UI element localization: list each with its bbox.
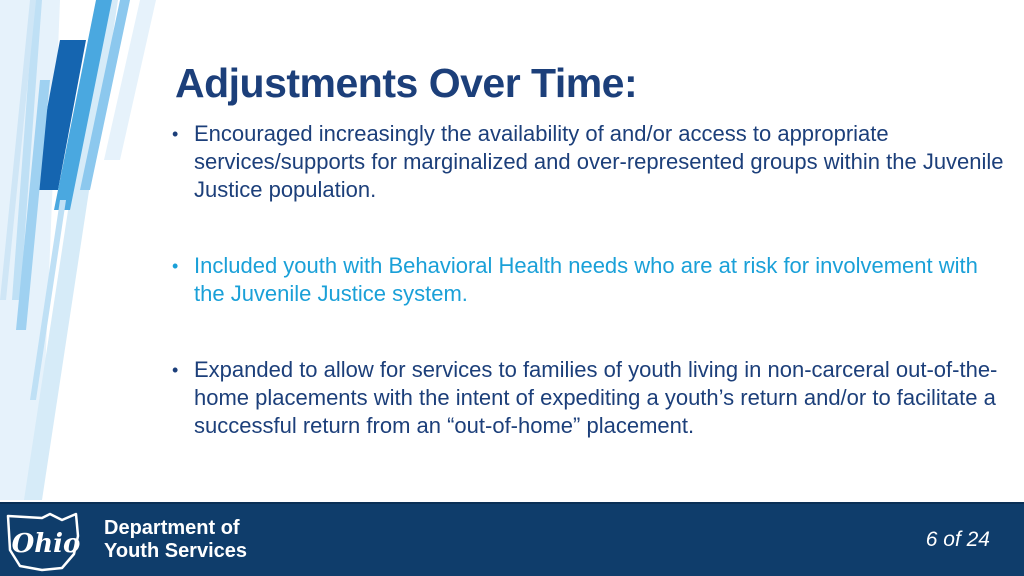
bullet-marker: • bbox=[172, 124, 179, 144]
logo-wordmark: Ohio bbox=[11, 529, 81, 559]
bullet-marker: • bbox=[172, 360, 179, 380]
ohio-state-outline-icon bbox=[2, 510, 92, 574]
decorative-stripes bbox=[0, 0, 170, 500]
bullet-text: Included youth with Behavioral Health needs who are at risk for involvement with the Juvenile Justice system. bbox=[194, 253, 978, 306]
bullet-item bbox=[172, 120, 1007, 204]
slide-title: Adjustments Over Time: bbox=[175, 60, 638, 106]
bullet-item bbox=[172, 356, 1007, 440]
bullet-marker: • bbox=[172, 256, 179, 276]
org-line-1: Department of bbox=[104, 517, 240, 539]
bullet-item bbox=[172, 252, 1007, 308]
bullet-list bbox=[172, 120, 1007, 440]
bullet-text: Expanded to allow for services to families of youth living in non-carceral out-of-the-home placements with the intent of expediting a youth’s return and/or to facilitate a successful return from an “out-of-home” placement. bbox=[194, 357, 998, 438]
organization-name bbox=[104, 517, 247, 563]
footer-bar bbox=[0, 502, 1024, 576]
bullet-text: Encouraged increasingly the availability of and/or access to appropriate services/supports for marginalized and over-represented groups within the Juvenile Justice population. bbox=[194, 121, 1004, 202]
page-indicator: 6 of 24 bbox=[925, 528, 990, 551]
org-line-2: Youth Services bbox=[104, 540, 248, 562]
